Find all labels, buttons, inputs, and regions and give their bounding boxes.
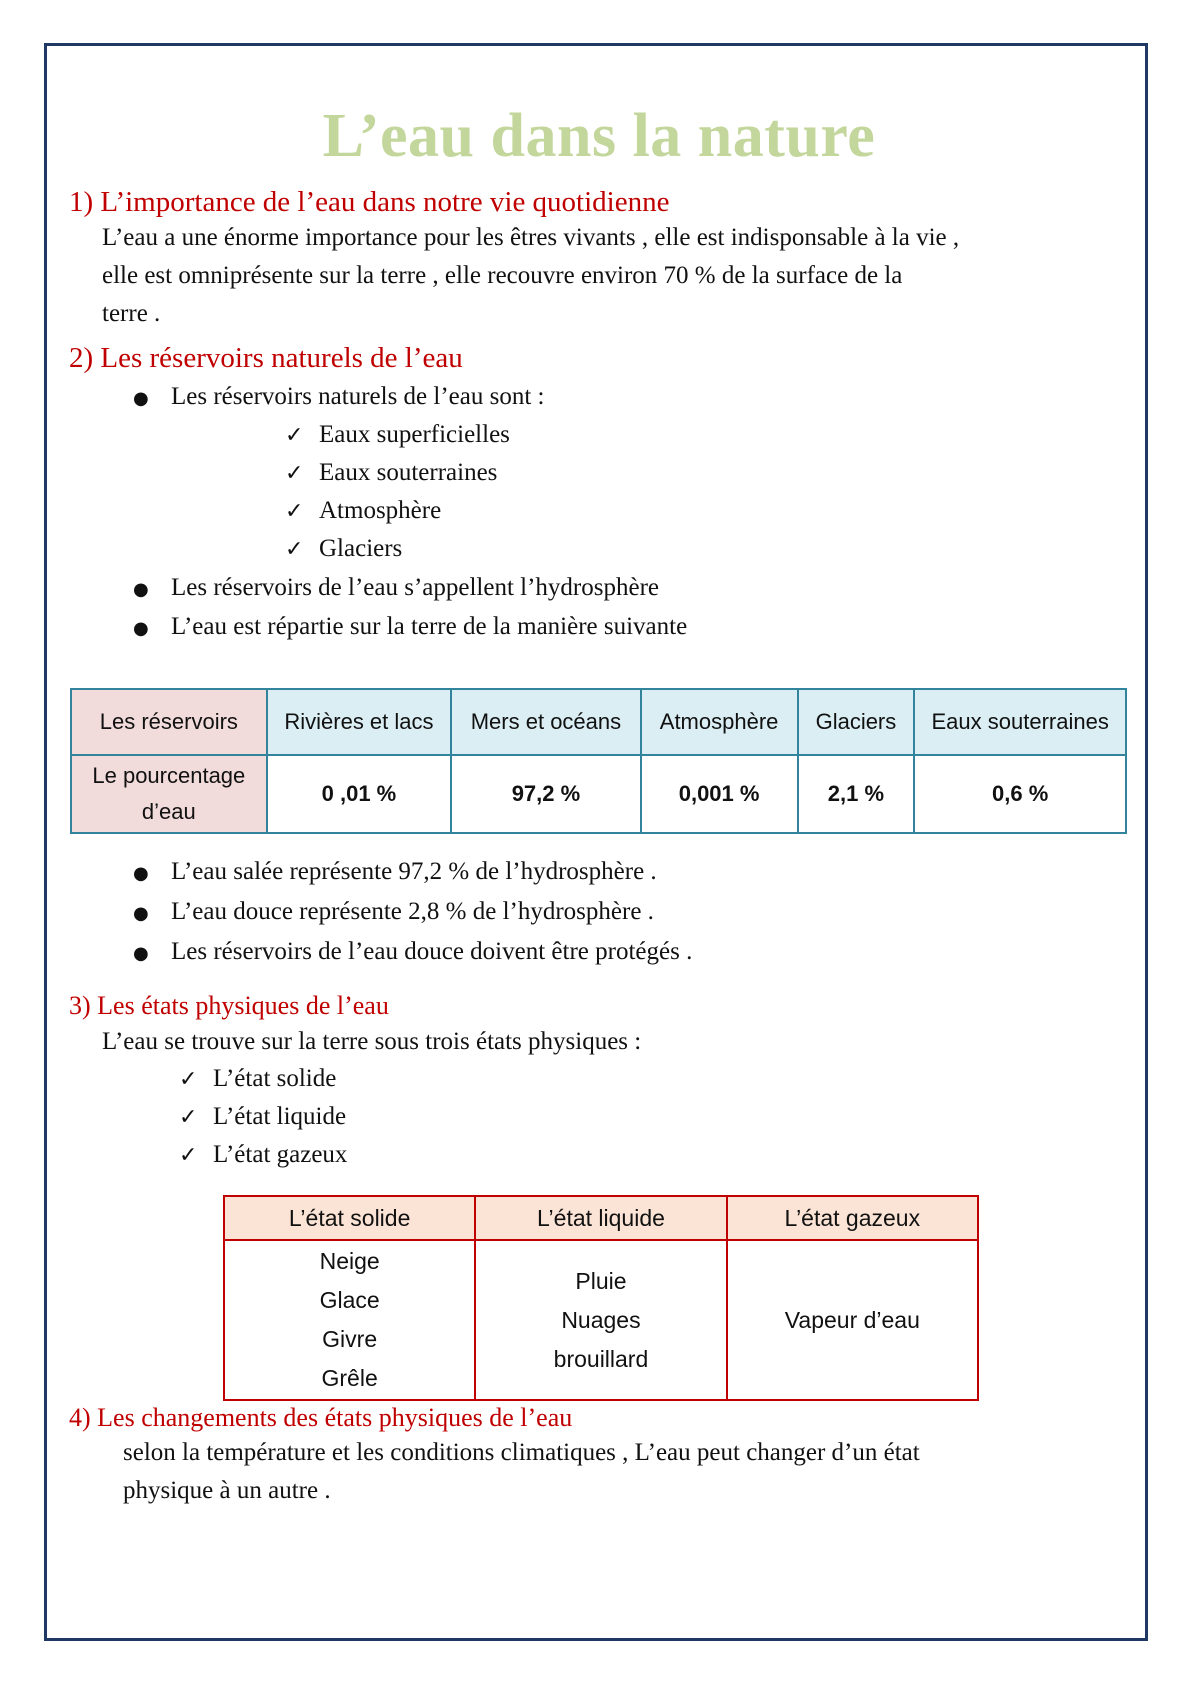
reservoir-table <box>70 688 1127 834</box>
table-header-groundwater: Eaux souterraines <box>914 689 1126 755</box>
table-header-seas-oceans: Mers et océans <box>451 689 640 755</box>
section4-line-1: selon la température et les conditions climatiques , L’eau peut changer d’un état <box>123 1439 920 1466</box>
page-frame <box>44 43 1148 1641</box>
section2-after-bullet-2: ● L’eau douce représente 2,8 % de l’hydrosphère . <box>133 898 654 925</box>
section2-bullet-2: ● Les réservoirs de l’eau s’appellent l’hydrosphère <box>133 574 660 601</box>
check-mark-icon: ✓ <box>179 1143 198 1168</box>
section2-bullet-1: ● Les réservoirs naturels de l’eau sont : <box>133 383 545 410</box>
bullet-icon: ● <box>133 943 149 964</box>
table-header-atmosphere: Atmosphère <box>641 689 798 755</box>
reservoir-check-2: ✓ Eaux souterraines <box>285 459 498 486</box>
section2-heading: 2) Les réservoirs naturels de l’eau <box>69 342 463 374</box>
table-row-label: Le pourcentage d’eau <box>71 755 267 833</box>
table-header-reservoirs: Les réservoirs <box>71 689 267 755</box>
states-table <box>223 1195 979 1401</box>
table-cell-groundwater: 0,6 % <box>914 755 1126 833</box>
section2-after-bullet-1: ● L’eau salée représente 97,2 % de l’hydrosphère . <box>133 858 657 885</box>
table-header-rivers-lakes: Rivières et lacs <box>267 689 452 755</box>
table-header-solid: L’état solide <box>224 1196 475 1240</box>
check-mark-icon: ✓ <box>179 1067 198 1092</box>
page-title: L’eau dans la nature <box>322 102 876 170</box>
section2-bullet-3: ● L’eau est répartie sur la terre de la manière suivante <box>133 613 688 640</box>
check-mark-icon: ✓ <box>285 461 304 486</box>
section4-line-2: physique à un autre . <box>123 1477 331 1504</box>
table-cell-gas: Vapeur d’eau <box>727 1240 978 1400</box>
check-mark-icon: ✓ <box>285 499 304 524</box>
bullet-icon: ● <box>133 618 149 639</box>
table-header-liquid: L’état liquide <box>475 1196 726 1240</box>
table-cell-atmosphere: 0,001 % <box>641 755 798 833</box>
state-check-1: ✓ L’état solide <box>179 1065 337 1092</box>
table-header-gas: L’état gazeux <box>727 1196 978 1240</box>
table-header-glaciers: Glaciers <box>798 689 915 755</box>
table-row <box>224 1196 978 1240</box>
table-cell-solid: Neige Glace Givre Grêle <box>224 1240 475 1400</box>
bullet-icon: ● <box>133 903 149 924</box>
state-check-3: ✓ L’état gazeux <box>179 1141 348 1168</box>
bullet-icon: ● <box>133 863 149 884</box>
bullet-icon: ● <box>133 388 149 409</box>
table-row <box>224 1240 978 1400</box>
section2-after-bullet-3: ● Les réservoirs de l’eau douce doivent être protégés . <box>133 938 693 965</box>
section4-heading: 4) Les changements des états physiques de l’eau <box>69 1403 573 1432</box>
reservoir-check-4: ✓ Glaciers <box>285 535 403 562</box>
check-mark-icon: ✓ <box>179 1105 198 1130</box>
section1-heading: 1) L’importance de l’eau dans notre vie quotidienne <box>69 186 670 218</box>
section3-heading: 3) Les états physiques de l’eau <box>69 991 389 1020</box>
table-row <box>71 755 1126 833</box>
table-cell-seas-oceans: 97,2 % <box>451 755 640 833</box>
check-mark-icon: ✓ <box>285 423 304 448</box>
table-cell-liquid: Pluie Nuages brouillard <box>475 1240 726 1400</box>
reservoir-check-3: ✓ Atmosphère <box>285 497 442 524</box>
section1-line-1: L’eau a une énorme importance pour les êtres vivants , elle est indisponsable à la vie , <box>102 224 960 251</box>
state-check-2: ✓ L’état liquide <box>179 1103 347 1130</box>
section1-line-3: terre . <box>102 300 161 327</box>
check-mark-icon: ✓ <box>285 537 304 562</box>
section1-line-2: elle est omniprésente sur la terre , elle recouvre environ 70 % de la surface de la <box>102 262 903 289</box>
section3-intro: L’eau se trouve sur la terre sous trois états physiques : <box>102 1028 642 1055</box>
table-cell-glaciers: 2,1 % <box>798 755 915 833</box>
bullet-icon: ● <box>133 579 149 600</box>
table-row <box>71 689 1126 755</box>
table-cell-rivers-lakes: 0 ,01 % <box>267 755 452 833</box>
reservoir-check-1: ✓ Eaux superficielles <box>285 421 510 448</box>
